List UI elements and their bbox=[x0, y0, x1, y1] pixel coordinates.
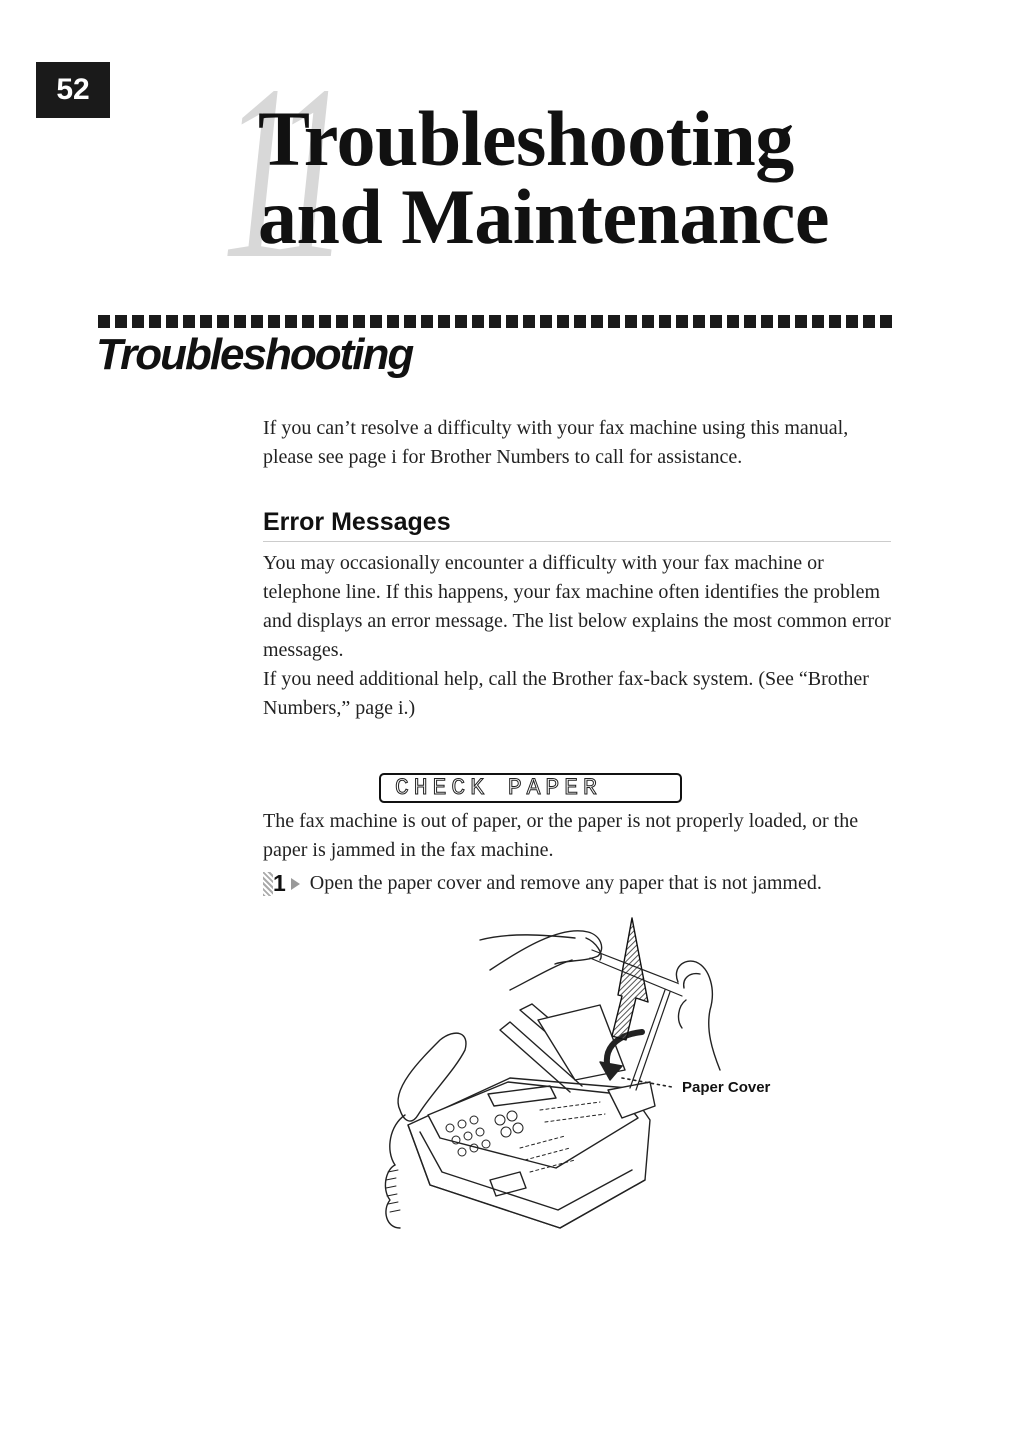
chapter-title-line-2: and Maintenance bbox=[258, 173, 830, 260]
section-title: Troubleshooting bbox=[96, 330, 413, 379]
step-number: 1 bbox=[263, 870, 300, 897]
lcd-message-display bbox=[379, 773, 682, 803]
fax-machine-illustration bbox=[360, 910, 790, 1240]
page-number: 52 bbox=[56, 73, 90, 106]
error-messages-heading: Error Messages bbox=[263, 508, 891, 542]
chapter-title-line-1: Troubleshooting bbox=[258, 95, 794, 182]
intro-paragraph: If you can’t resolve a difficulty with your fax machine using this manual, please see page i for Brother Numbers to call for assistance. bbox=[263, 417, 849, 468]
paper-cover-label: Paper Cover bbox=[682, 1079, 771, 1096]
chapter-number-watermark: 11 bbox=[222, 34, 335, 311]
step-1 bbox=[263, 870, 822, 897]
page-number-badge bbox=[36, 62, 110, 118]
fax-back-paragraph: If you need additional help, call the Brother fax-back system. (See “Brother Numbers,” page i.) bbox=[263, 668, 869, 719]
chapter-title bbox=[258, 95, 830, 260]
check-paper-description: The fax machine is out of paper, or the paper is not properly loaded, or the paper is jammed in the fax machine. bbox=[263, 810, 859, 861]
lcd-message-text: CHECK PAPER bbox=[395, 775, 602, 801]
error-messages-paragraph: You may occasionally encounter a difficulty with your fax machine or telephone line. If this happens, your fax machine often identifies the problem and displays an error message. The list below explains the most common error messages. bbox=[263, 552, 891, 661]
step-text: Open the paper cover and remove any paper that is not jammed. bbox=[309, 872, 822, 894]
dotted-divider bbox=[98, 315, 894, 328]
